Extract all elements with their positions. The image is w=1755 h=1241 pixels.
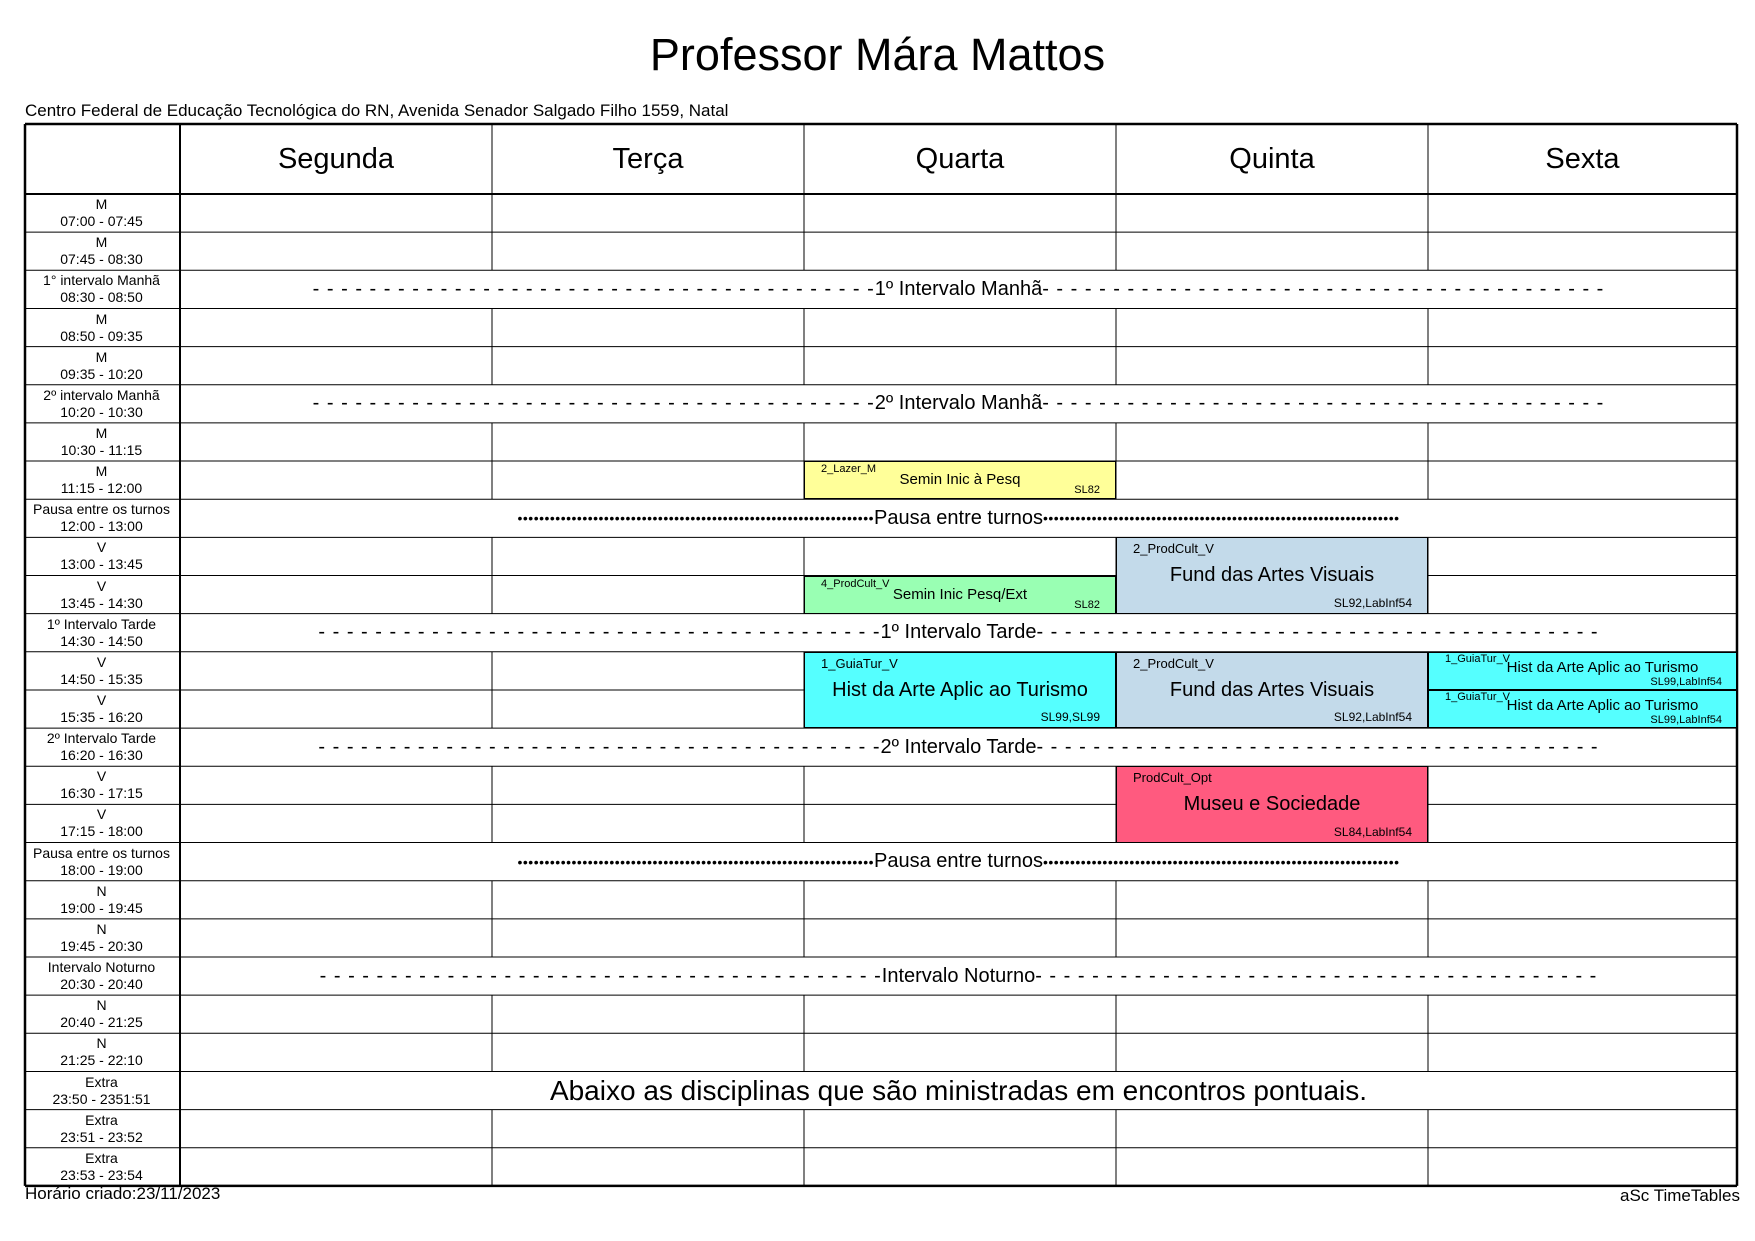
period-name: 1º Intervalo Tarde	[46, 615, 157, 632]
band-label: 2º Intervalo Manhã	[874, 392, 1043, 415]
band-filler: - - - - - - - - - - - - - - - - - - - - - - - - - - - - - - - - - - - - - - - -	[1042, 277, 1605, 300]
period-time: 07:45 - 08:30	[60, 251, 143, 268]
period-name: Extra	[85, 1111, 118, 1128]
period-label	[25, 385, 178, 423]
period-time: 12:00 - 13:00	[60, 518, 143, 535]
band-filler: - - - - - - - - - - - - - - - - - - - - - - - - - - - - - - - - - - - - - - - -	[1036, 621, 1599, 644]
lesson-room: SL84,LabInf54	[1333, 824, 1412, 839]
band-filler: - - - - - - - - - - - - - - - - - - - - - - - - - - - - - - - - - - - - - - - -	[318, 735, 881, 758]
lesson-card[interactable]	[1116, 652, 1428, 728]
period-time: 23:51 - 23:52	[60, 1128, 143, 1145]
shift-break-band	[180, 499, 1737, 537]
lesson-card[interactable]	[1116, 766, 1428, 842]
band-label: Pausa entre turnos	[874, 850, 1043, 873]
period-label	[25, 804, 178, 842]
lesson-subject: Hist da Arte Aplic ao Turismo	[1506, 658, 1699, 676]
lesson-subject: Museu e Sociedade	[1183, 793, 1361, 816]
period-name: M	[95, 310, 108, 327]
period-time: 15:35 - 16:20	[60, 709, 143, 725]
period-label	[25, 957, 178, 995]
lesson-card[interactable]	[804, 576, 1116, 614]
period-time: 20:40 - 21:25	[60, 1014, 143, 1031]
band-filler: - - - - - - - - - - - - - - - - - - - - - - - - - - - - - - - - - - - - - - - -	[312, 277, 875, 300]
lesson-room: SL99,LabInf54	[1650, 675, 1722, 688]
lesson-group: 1_GuiaTur_V	[1445, 690, 1511, 703]
lesson-subject: Hist da Arte Aplic ao Turismo	[1506, 696, 1699, 714]
period-time: 16:30 - 17:15	[60, 785, 143, 802]
period-label	[25, 843, 178, 881]
period-time: 23:53 - 23:54	[60, 1166, 143, 1183]
period-label	[25, 995, 178, 1033]
period-label	[25, 614, 178, 652]
period-time: 07:00 - 07:45	[60, 213, 143, 230]
period-time: 09:35 - 10:20	[60, 365, 143, 382]
period-name: 1° intervalo Manhã	[43, 272, 160, 289]
created-date: Horário criado:23/11/2023	[25, 1184, 221, 1203]
band-filler: - - - - - - - - - - - - - - - - - - - - - - - - - - - - - - - - - - - - - - - -	[312, 392, 875, 415]
period-label	[25, 690, 178, 728]
day-header: Quinta	[1229, 142, 1315, 175]
period-label	[25, 499, 178, 537]
period-time: 20:30 - 20:40	[60, 976, 143, 993]
period-label	[25, 270, 178, 308]
band-filler: ••••••••••••••••••••••••••••••••••••••••••••••••••••••••••••••••••	[517, 853, 874, 870]
period-name: Intervalo Noturno	[47, 959, 156, 976]
period-label	[25, 308, 178, 346]
period-label	[25, 537, 178, 575]
lesson-group: 2_Lazer_M	[821, 463, 877, 476]
band-label: 1º Intervalo Tarde	[880, 621, 1037, 644]
band-filler: ••••••••••••••••••••••••••••••••••••••••••••••••••••••••••••••••••	[1043, 853, 1400, 870]
lesson-card[interactable]	[804, 652, 1116, 728]
lesson-group: 1_GuiaTur_V	[1445, 652, 1511, 665]
period-name: M	[95, 348, 108, 365]
day-header: Terça	[612, 142, 684, 175]
period-label	[25, 728, 178, 766]
period-label	[25, 576, 178, 614]
lesson-card[interactable]	[1116, 537, 1428, 613]
shift-break-band	[180, 843, 1737, 881]
lesson-room: SL99,SL99	[1040, 710, 1100, 725]
lesson-group: ProdCult_Opt	[1133, 770, 1212, 786]
period-name: V	[96, 806, 107, 823]
period-name: M	[95, 234, 108, 251]
period-label	[25, 919, 178, 957]
period-time: 17:15 - 18:00	[60, 823, 143, 840]
band-label: 1º Intervalo Manhã	[874, 277, 1043, 300]
period-time: 10:20 - 10:30	[60, 403, 143, 420]
lesson-subject: Fund das Artes Visuais	[1169, 678, 1375, 701]
period-label	[25, 1033, 178, 1071]
period-name: V	[96, 653, 107, 670]
interval-band	[180, 957, 1737, 995]
period-time: 16:20 - 16:30	[60, 747, 143, 764]
period-name: M	[95, 463, 108, 480]
period-label	[25, 423, 178, 461]
day-header: Segunda	[277, 142, 395, 175]
period-label	[25, 652, 178, 690]
period-label	[25, 1071, 178, 1109]
period-label	[25, 766, 178, 804]
lesson-room: SL92,LabInf54	[1333, 595, 1412, 610]
lesson-group: 2_ProdCult_V	[1133, 655, 1214, 671]
period-label	[25, 194, 178, 232]
period-name: V	[96, 768, 107, 785]
lesson-subject: Hist da Arte Aplic ao Turismo	[832, 678, 1088, 701]
period-time: 18:00 - 19:00	[60, 861, 143, 878]
period-time: 14:50 - 15:35	[60, 670, 143, 687]
interval-band	[180, 614, 1737, 652]
lesson-room: SL99,LabInf54	[1650, 714, 1722, 727]
band-filler: - - - - - - - - - - - - - - - - - - - - - - - - - - - - - - - - - - - - - - - -	[1036, 735, 1599, 758]
period-time: 23:50 - 2351:51	[52, 1090, 151, 1107]
period-label	[25, 881, 178, 919]
lesson-group: 2_ProdCult_V	[1133, 541, 1214, 557]
lesson-subject: Semin Inic Pesq/Ext	[892, 585, 1028, 603]
interval-band	[180, 728, 1737, 766]
period-time: 08:50 - 09:35	[60, 327, 143, 344]
period-name: N	[96, 920, 107, 937]
period-time: 10:30 - 11:15	[60, 441, 143, 458]
period-name: N	[96, 1035, 107, 1052]
period-time: 14:30 - 14:50	[60, 632, 143, 649]
lesson-card[interactable]	[804, 461, 1116, 499]
band-filler: - - - - - - - - - - - - - - - - - - - - - - - - - - - - - - - - - - - - - - - -	[318, 621, 881, 644]
period-label	[25, 1148, 178, 1186]
school-address: Centro Federal de Educação Tecnológica do RN, Avenida Senador Salgado Filho 1559, Natal	[25, 101, 729, 120]
period-name: M	[95, 196, 108, 213]
band-label: Pausa entre turnos	[874, 506, 1043, 529]
lesson-subject: Fund das Artes Visuais	[1169, 564, 1375, 587]
period-time: 13:00 - 13:45	[60, 556, 143, 573]
brand-label: aSc TimeTables	[1620, 1186, 1740, 1205]
period-name: Extra	[85, 1149, 118, 1166]
day-header: Quarta	[915, 142, 1005, 175]
period-label	[25, 461, 178, 499]
band-filler: - - - - - - - - - - - - - - - - - - - - - - - - - - - - - - - - - - - - - - - -	[1042, 392, 1605, 415]
period-name: 2º Intervalo Tarde	[46, 730, 157, 747]
lesson-card[interactable]	[1428, 690, 1737, 728]
period-time: 11:15 - 12:00	[60, 480, 143, 497]
period-name: 2º intervalo Manhã	[43, 386, 160, 403]
period-name: V	[96, 692, 107, 708]
period-label	[25, 347, 178, 385]
lesson-room: SL82	[1074, 484, 1100, 497]
band-filler: ••••••••••••••••••••••••••••••••••••••••••••••••••••••••••••••••••	[517, 510, 874, 527]
period-time: 13:45 - 14:30	[60, 594, 143, 611]
period-time: 19:45 - 20:30	[60, 937, 143, 954]
period-time: 21:25 - 22:10	[60, 1052, 143, 1069]
period-time: 08:30 - 08:50	[60, 289, 143, 306]
band-label: Intervalo Noturno	[881, 964, 1036, 987]
period-name: Extra	[85, 1073, 118, 1090]
period-label	[25, 1110, 178, 1148]
interval-band	[180, 385, 1737, 423]
interval-band	[180, 270, 1737, 308]
lesson-subject: Semin Inic à Pesq	[899, 471, 1021, 489]
page-title: Professor Mára Mattos	[649, 29, 1106, 80]
day-header: Sexta	[1545, 142, 1620, 175]
period-name: Pausa entre os turnos	[33, 501, 170, 518]
period-time: 19:00 - 19:45	[60, 899, 143, 916]
lesson-group: 4_ProdCult_V	[821, 577, 890, 590]
period-label	[25, 232, 178, 270]
band-filler: - - - - - - - - - - - - - - - - - - - - - - - - - - - - - - - - - - - - - - - -	[319, 964, 882, 987]
period-name: V	[96, 539, 107, 556]
band-filler: - - - - - - - - - - - - - - - - - - - - - - - - - - - - - - - - - - - - - - - -	[1035, 964, 1598, 987]
period-name: M	[95, 424, 108, 441]
period-name: V	[96, 577, 107, 594]
band-filler: ••••••••••••••••••••••••••••••••••••••••••••••••••••••••••••••••••	[1043, 510, 1400, 527]
period-name: N	[96, 882, 107, 899]
period-name: N	[96, 997, 107, 1014]
lesson-card[interactable]	[1428, 652, 1737, 690]
lesson-group: 1_GuiaTur_V	[821, 655, 898, 671]
extra-lessons-note: Abaixo as disciplinas que são ministradas em encontros pontuais.	[549, 1074, 1368, 1106]
lesson-room: SL82	[1074, 598, 1100, 611]
band-label: 2º Intervalo Tarde	[880, 735, 1037, 758]
period-name: Pausa entre os turnos	[33, 844, 170, 861]
lesson-room: SL92,LabInf54	[1333, 710, 1412, 725]
